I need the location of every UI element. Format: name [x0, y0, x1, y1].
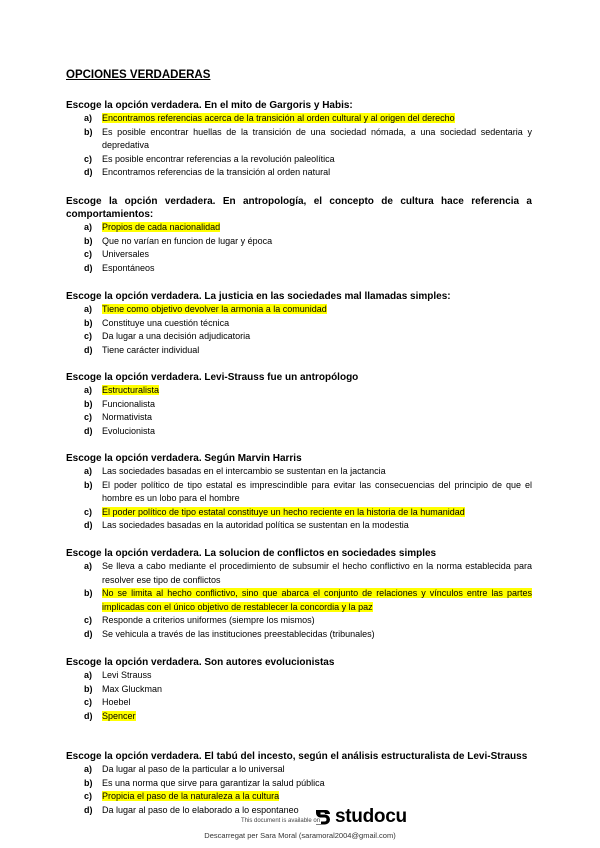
option-item [66, 248, 532, 262]
question-7 [66, 656, 532, 723]
question-text: Escoge la opción verdadera. Según Marvin Harris [66, 453, 302, 464]
option-item [66, 628, 532, 642]
option-text: Da lugar al paso de lo elaborado a lo espontaneo [102, 804, 299, 815]
option-list [66, 112, 532, 180]
option-item [66, 790, 532, 804]
option-item [66, 112, 532, 126]
option-text: Da lugar a una decisión adjudicatoria [102, 331, 251, 341]
option-letter: d) [84, 344, 93, 355]
option-item [66, 411, 532, 425]
question-text: Escoge la opción verdadera. El tabú del incesto, según el análisis estructuralista de Levi-Strauss [66, 751, 528, 762]
option-text-correct: Tiene como objetivo devolver la armonia a la comunidad [102, 304, 327, 314]
option-text: Levi Strauss [102, 670, 152, 680]
option-text-correct: El poder político de tipo estatal constituye un hecho reciente en la historia de la humanidad [102, 506, 465, 517]
option-text: Es posible encontrar referencias a la revolución paleolítica [102, 153, 335, 164]
option-item [66, 384, 532, 398]
option-list [66, 465, 532, 533]
question-8 [66, 750, 532, 817]
question-text: Escoge la opción verdadera. Levi-Strauss fue un antropólogo [66, 372, 359, 383]
option-letter: b) [84, 235, 93, 246]
question-text: Escoge la opción verdadera. Son autores evolucionistas [66, 657, 335, 668]
question-2 [66, 195, 532, 275]
option-text: Funcionalista [102, 398, 156, 409]
option-text: Constituye una cuestión técnica [102, 317, 230, 328]
option-item [66, 669, 532, 683]
option-letter: d) [84, 425, 93, 436]
option-item [66, 587, 532, 614]
option-letter: b) [84, 398, 93, 409]
option-item [66, 614, 532, 628]
option-letter: d) [84, 262, 93, 273]
option-item [66, 479, 532, 506]
option-text-correct: Encontramos referencias acerca de la transición al orden cultural y al origen del derecho [102, 113, 455, 123]
option-list [66, 384, 532, 438]
option-item [66, 696, 532, 710]
option-item [66, 683, 532, 697]
option-text: Espontáneos [102, 262, 155, 273]
option-letter: c) [84, 697, 93, 707]
option-letter: d) [84, 520, 93, 530]
option-letter: c) [84, 331, 93, 341]
question-3 [66, 290, 532, 357]
download-footer: Descarregat per Sara Moral (saramoral2004@gmail.com) [204, 831, 396, 840]
option-letter: a) [84, 466, 93, 476]
option-letter: a) [84, 113, 93, 123]
option-text-correct: Estructuralista [102, 385, 160, 395]
option-item [66, 560, 532, 587]
studocu-watermark[interactable] [312, 806, 407, 828]
option-text-correct: Spencer [102, 710, 136, 721]
option-text: Tiene carácter individual [102, 344, 200, 355]
option-letter: b) [84, 317, 93, 328]
option-text: Da lugar al paso de la particular a lo universal [102, 764, 285, 774]
option-text: Universales [102, 249, 150, 259]
option-letter: a) [84, 764, 93, 774]
option-letter: a) [84, 670, 93, 680]
option-list [66, 763, 532, 817]
option-text: Las sociedades basadas en la autoridad política se sustentan en la modestia [102, 520, 409, 530]
option-letter: b) [84, 777, 93, 788]
option-text-correct: Propicia el paso de la naturaleza a la cultura [102, 791, 280, 801]
option-text: Se vehicula a través de las instituciones preestablecidas (tribunales) [102, 628, 375, 639]
option-list [66, 560, 532, 641]
availability-note: This document is available on [241, 818, 321, 824]
option-item [66, 506, 532, 520]
option-item [66, 126, 532, 153]
option-item [66, 465, 532, 479]
option-text: Normativista [102, 412, 153, 422]
option-item [66, 166, 532, 180]
option-letter: c) [84, 153, 93, 164]
option-letter: b) [84, 683, 93, 694]
option-letter: a) [84, 304, 93, 314]
option-item [66, 153, 532, 167]
option-letter: d) [84, 167, 93, 177]
question-text: Escoge la opción verdadera. En antropología, el concepto de cultura hace referencia a comportamientos: [66, 196, 532, 220]
option-item [66, 710, 532, 724]
option-text: Encontramos referencias de la transición al orden natural [102, 167, 331, 177]
option-item [66, 303, 532, 317]
studocu-brand-name: studocu [335, 806, 407, 827]
option-letter: c) [84, 506, 93, 517]
option-letter: c) [84, 615, 93, 625]
option-item [66, 804, 532, 818]
option-item [66, 330, 532, 344]
option-letter: a) [84, 222, 93, 232]
option-letter: d) [84, 804, 93, 815]
studocu-logo-icon [312, 807, 332, 827]
option-item [66, 425, 532, 439]
option-item [66, 519, 532, 533]
option-list [66, 669, 532, 723]
option-letter: a) [84, 385, 93, 395]
option-item [66, 763, 532, 777]
option-text: Max Gluckman [102, 683, 163, 694]
option-text: Se lleva a cabo mediante el procedimiento de subsumir el hecho conflictivo en la norma establecida para resolver ese tipo de conflictos [102, 561, 532, 585]
option-letter: b) [84, 126, 93, 137]
option-text: Las sociedades basadas en el intercambio se sustentan en la jactancia [102, 466, 386, 476]
page-title: OPCIONES VERDADERAS [66, 69, 211, 81]
question-text: Escoge la opción verdadera. La justicia en las sociedades mal llamadas simples: [66, 291, 451, 302]
option-letter: c) [84, 249, 93, 259]
option-text: Responde a criterios uniformes (siempre los mismos) [102, 615, 315, 625]
option-text: El poder político de tipo estatal es imprescindible para evitar las consecuencias del principio de que el hombre es un lobo para el hombre [102, 479, 532, 503]
option-item [66, 317, 532, 331]
option-text-correct: No se limita al hecho conflictivo, sino que abarca el conjunto de relaciones y vínculos entre las partes implicadas con el único objetivo de restablecer la concordia y la paz [102, 588, 532, 612]
question-text: Escoge la opción verdadera. La solucion de conflictos en sociedades simples [66, 548, 437, 559]
option-item [66, 221, 532, 235]
option-item [66, 235, 532, 249]
option-text: Hoebel [102, 697, 131, 707]
option-text: Es posible encontrar huellas de la transición de una sociedad nómada, a una sociedad sedentaria y depredativa [102, 126, 532, 150]
option-letter: b) [84, 479, 93, 490]
question-4 [66, 371, 532, 438]
question-6 [66, 547, 532, 641]
option-letter: a) [84, 561, 93, 571]
option-letter: d) [84, 710, 93, 721]
option-letter: c) [84, 412, 93, 422]
option-text: Evolucionista [102, 425, 156, 436]
option-text: Que no varían en funcion de lugar y época [102, 235, 273, 246]
option-letter: b) [84, 588, 93, 598]
option-list [66, 221, 532, 275]
option-item [66, 262, 532, 276]
question-1 [66, 99, 532, 180]
option-item [66, 777, 532, 791]
option-letter: c) [84, 791, 93, 801]
option-text: Es una norma que sirve para garantizar la salud pública [102, 777, 325, 788]
question-text: Escoge la opción verdadera. En el mito de Gargoris y Habis: [66, 100, 353, 111]
option-item [66, 344, 532, 358]
option-list [66, 303, 532, 357]
question-5 [66, 452, 532, 533]
option-text-correct: Propios de cada nacionalidad [102, 222, 221, 232]
option-letter: d) [84, 628, 93, 639]
option-item [66, 398, 532, 412]
